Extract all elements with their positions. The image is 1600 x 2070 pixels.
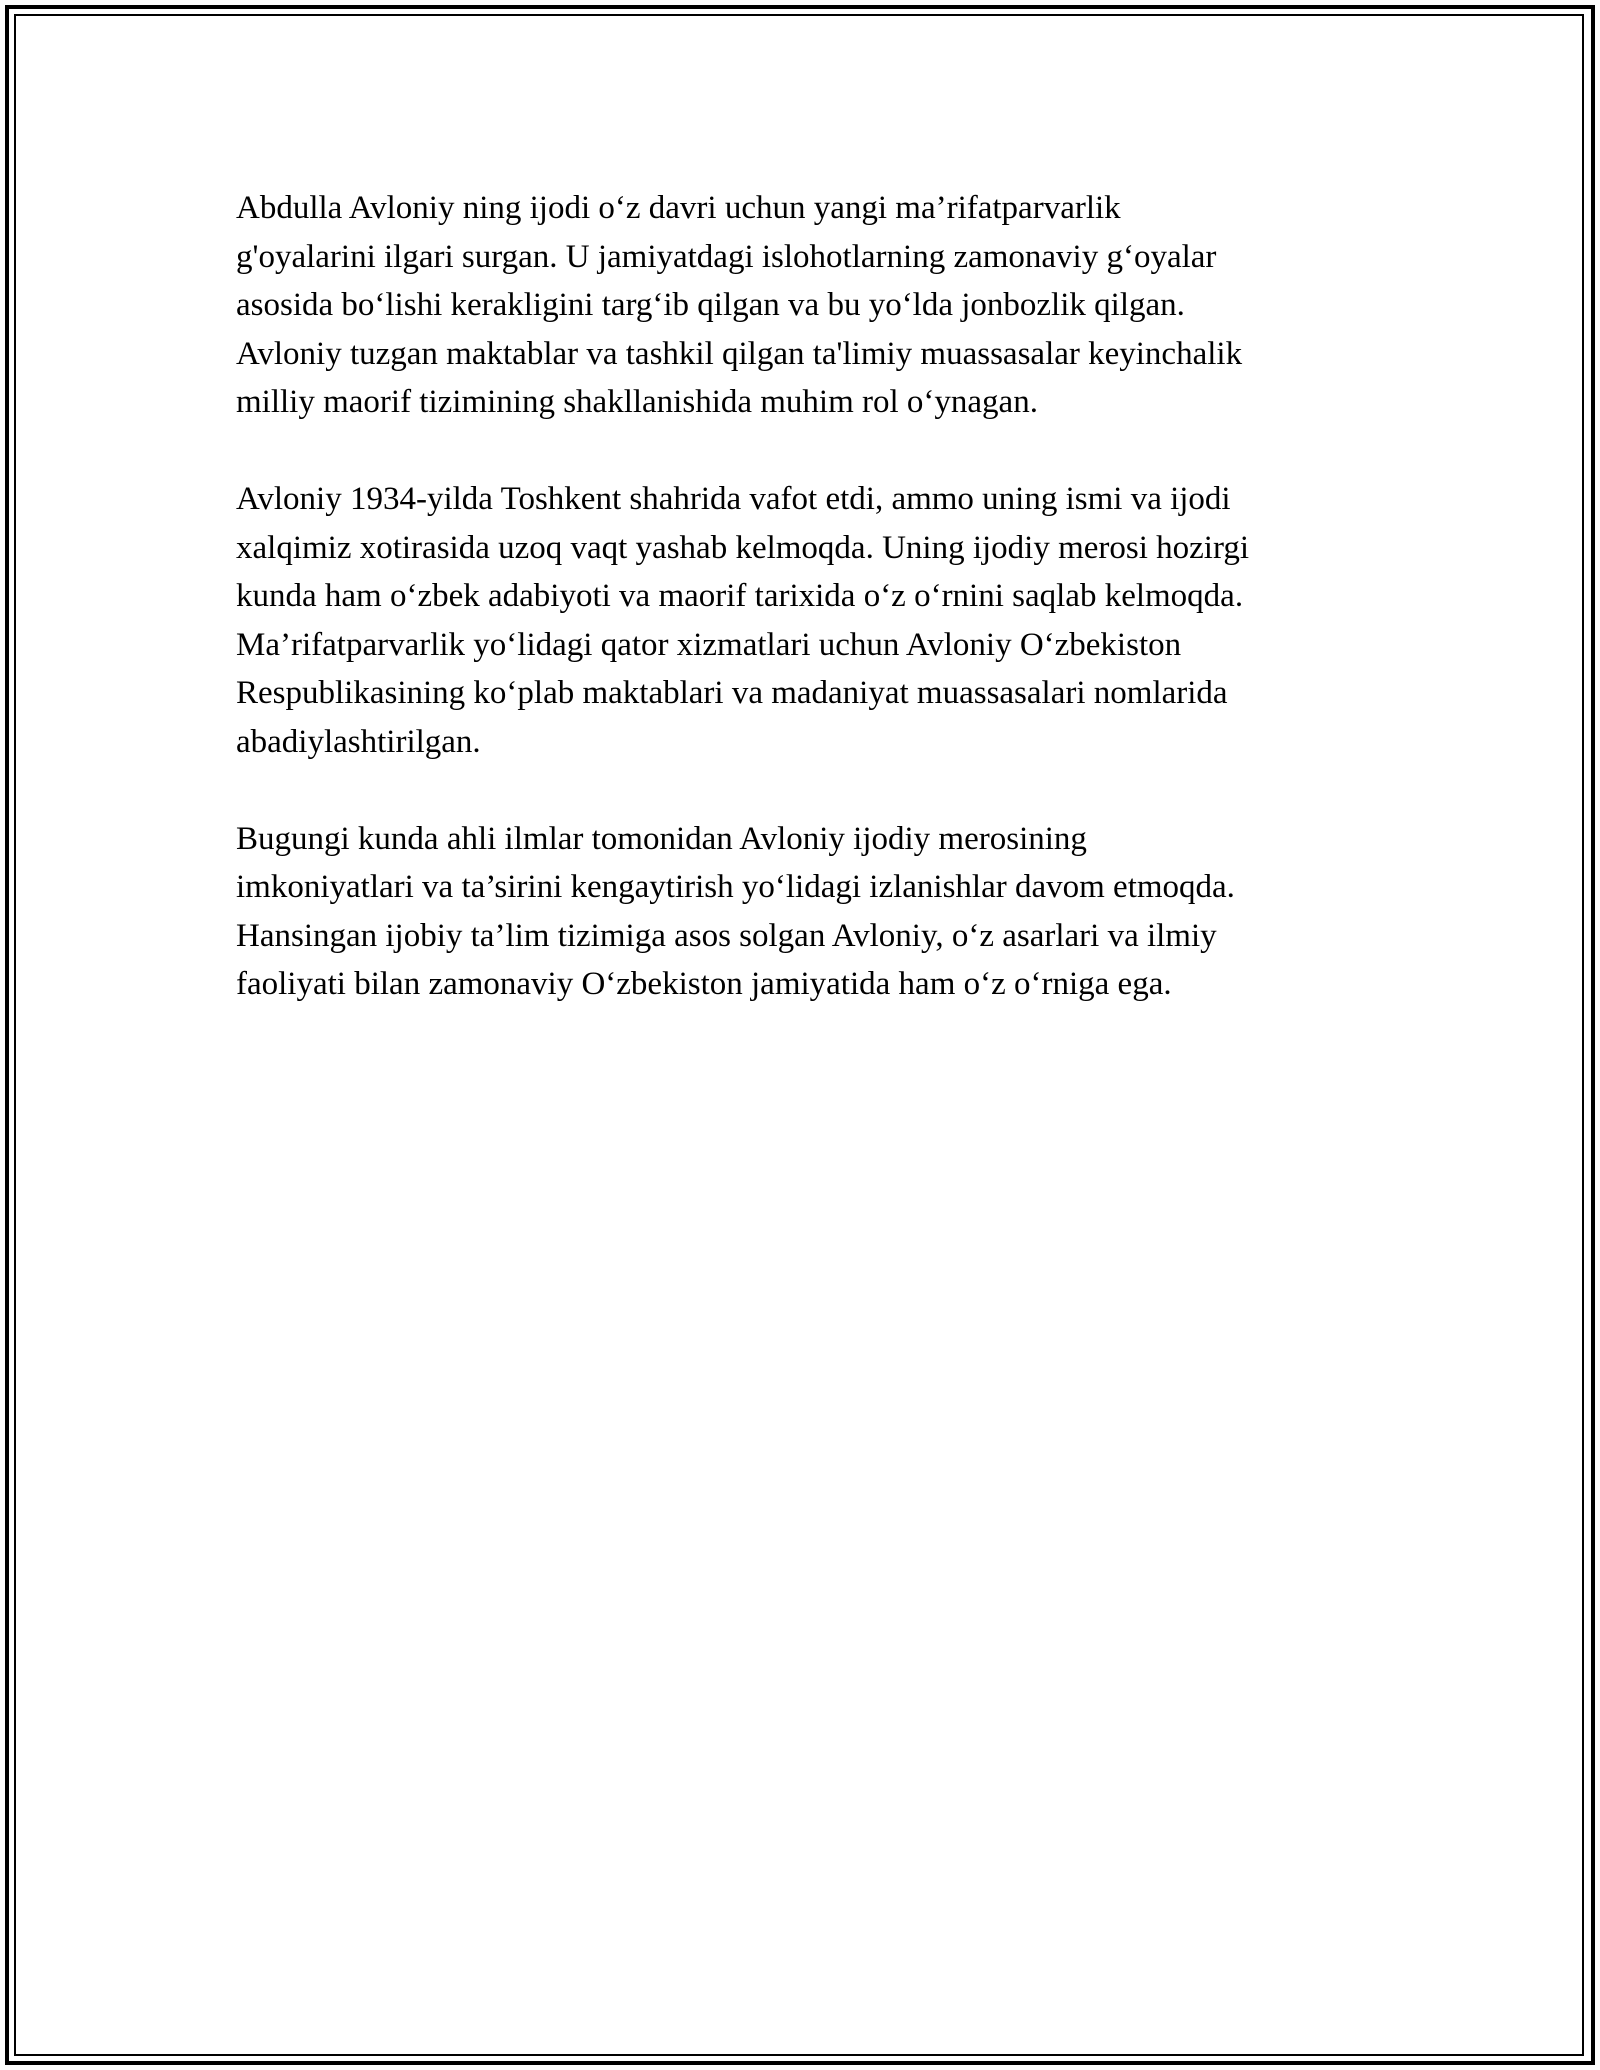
text-line: Bugungi kunda ahli ilmlar tomonidan Avloniy ijodiy merosining bbox=[236, 820, 1087, 857]
paragraph-3 bbox=[236, 815, 1386, 1009]
text-line: kunda ham o‘zbek adabiyoti va maorif tarixida o‘z o‘rnini saqlab kelmoqda. bbox=[236, 578, 1244, 614]
text-line: milliy maorif tizimining shakllanishida muhim rol o‘ynagan. bbox=[236, 384, 1038, 420]
text-line: faoliyati bilan zamonaviy O‘zbekiston jamiyatida ham o‘z o‘rniga ega. bbox=[236, 966, 1172, 1002]
text-line: g'oyalarini ilgari surgan. U jamiyatdagi islohotlarning zamonaviy g‘oyalar bbox=[236, 238, 1217, 275]
document-body bbox=[236, 184, 1386, 1057]
text-line: xalqimiz xotirasida uzoq vaqt yashab kelmoqda. Uning ijodiy merosi hozirgi bbox=[236, 529, 1250, 566]
paragraph-2 bbox=[236, 475, 1386, 766]
text-line: Avloniy 1934-yilda Toshkent shahrida vafot etdi, ammo uning ismi va ijodi bbox=[236, 481, 1231, 517]
text-line: Ma’rifatparvarlik yo‘lidagi qator xizmatlari uchun Avloniy O‘zbekiston bbox=[236, 626, 1182, 663]
text-line: Avloniy tuzgan maktablar va tashkil qilgan ta'limiy muassasalar keyinchalik bbox=[236, 335, 1243, 372]
text-line: asosida bo‘lishi kerakligini targ‘ib qilgan va bu yo‘lda jonbozlik qilgan. bbox=[236, 287, 1185, 323]
text-line: Respublikasining ko‘plab maktablari va madaniyat muassasalari nomlarida bbox=[236, 675, 1228, 711]
text-line: Abdulla Avloniy ning ijodi o‘z davri uchun yangi ma’rifatparvarlik bbox=[236, 190, 1121, 226]
text-line: abadiylashtirilgan. bbox=[236, 723, 481, 760]
paragraph-1 bbox=[236, 184, 1386, 427]
text-line: imkoniyatlari va ta’sirini kengaytirish yo‘lidagi izlanishlar davom etmoqda. bbox=[236, 869, 1235, 905]
text-line: Hansingan ijobiy ta’lim tizimiga asos solgan Avloniy, o‘z asarlari va ilmiy bbox=[236, 917, 1217, 954]
